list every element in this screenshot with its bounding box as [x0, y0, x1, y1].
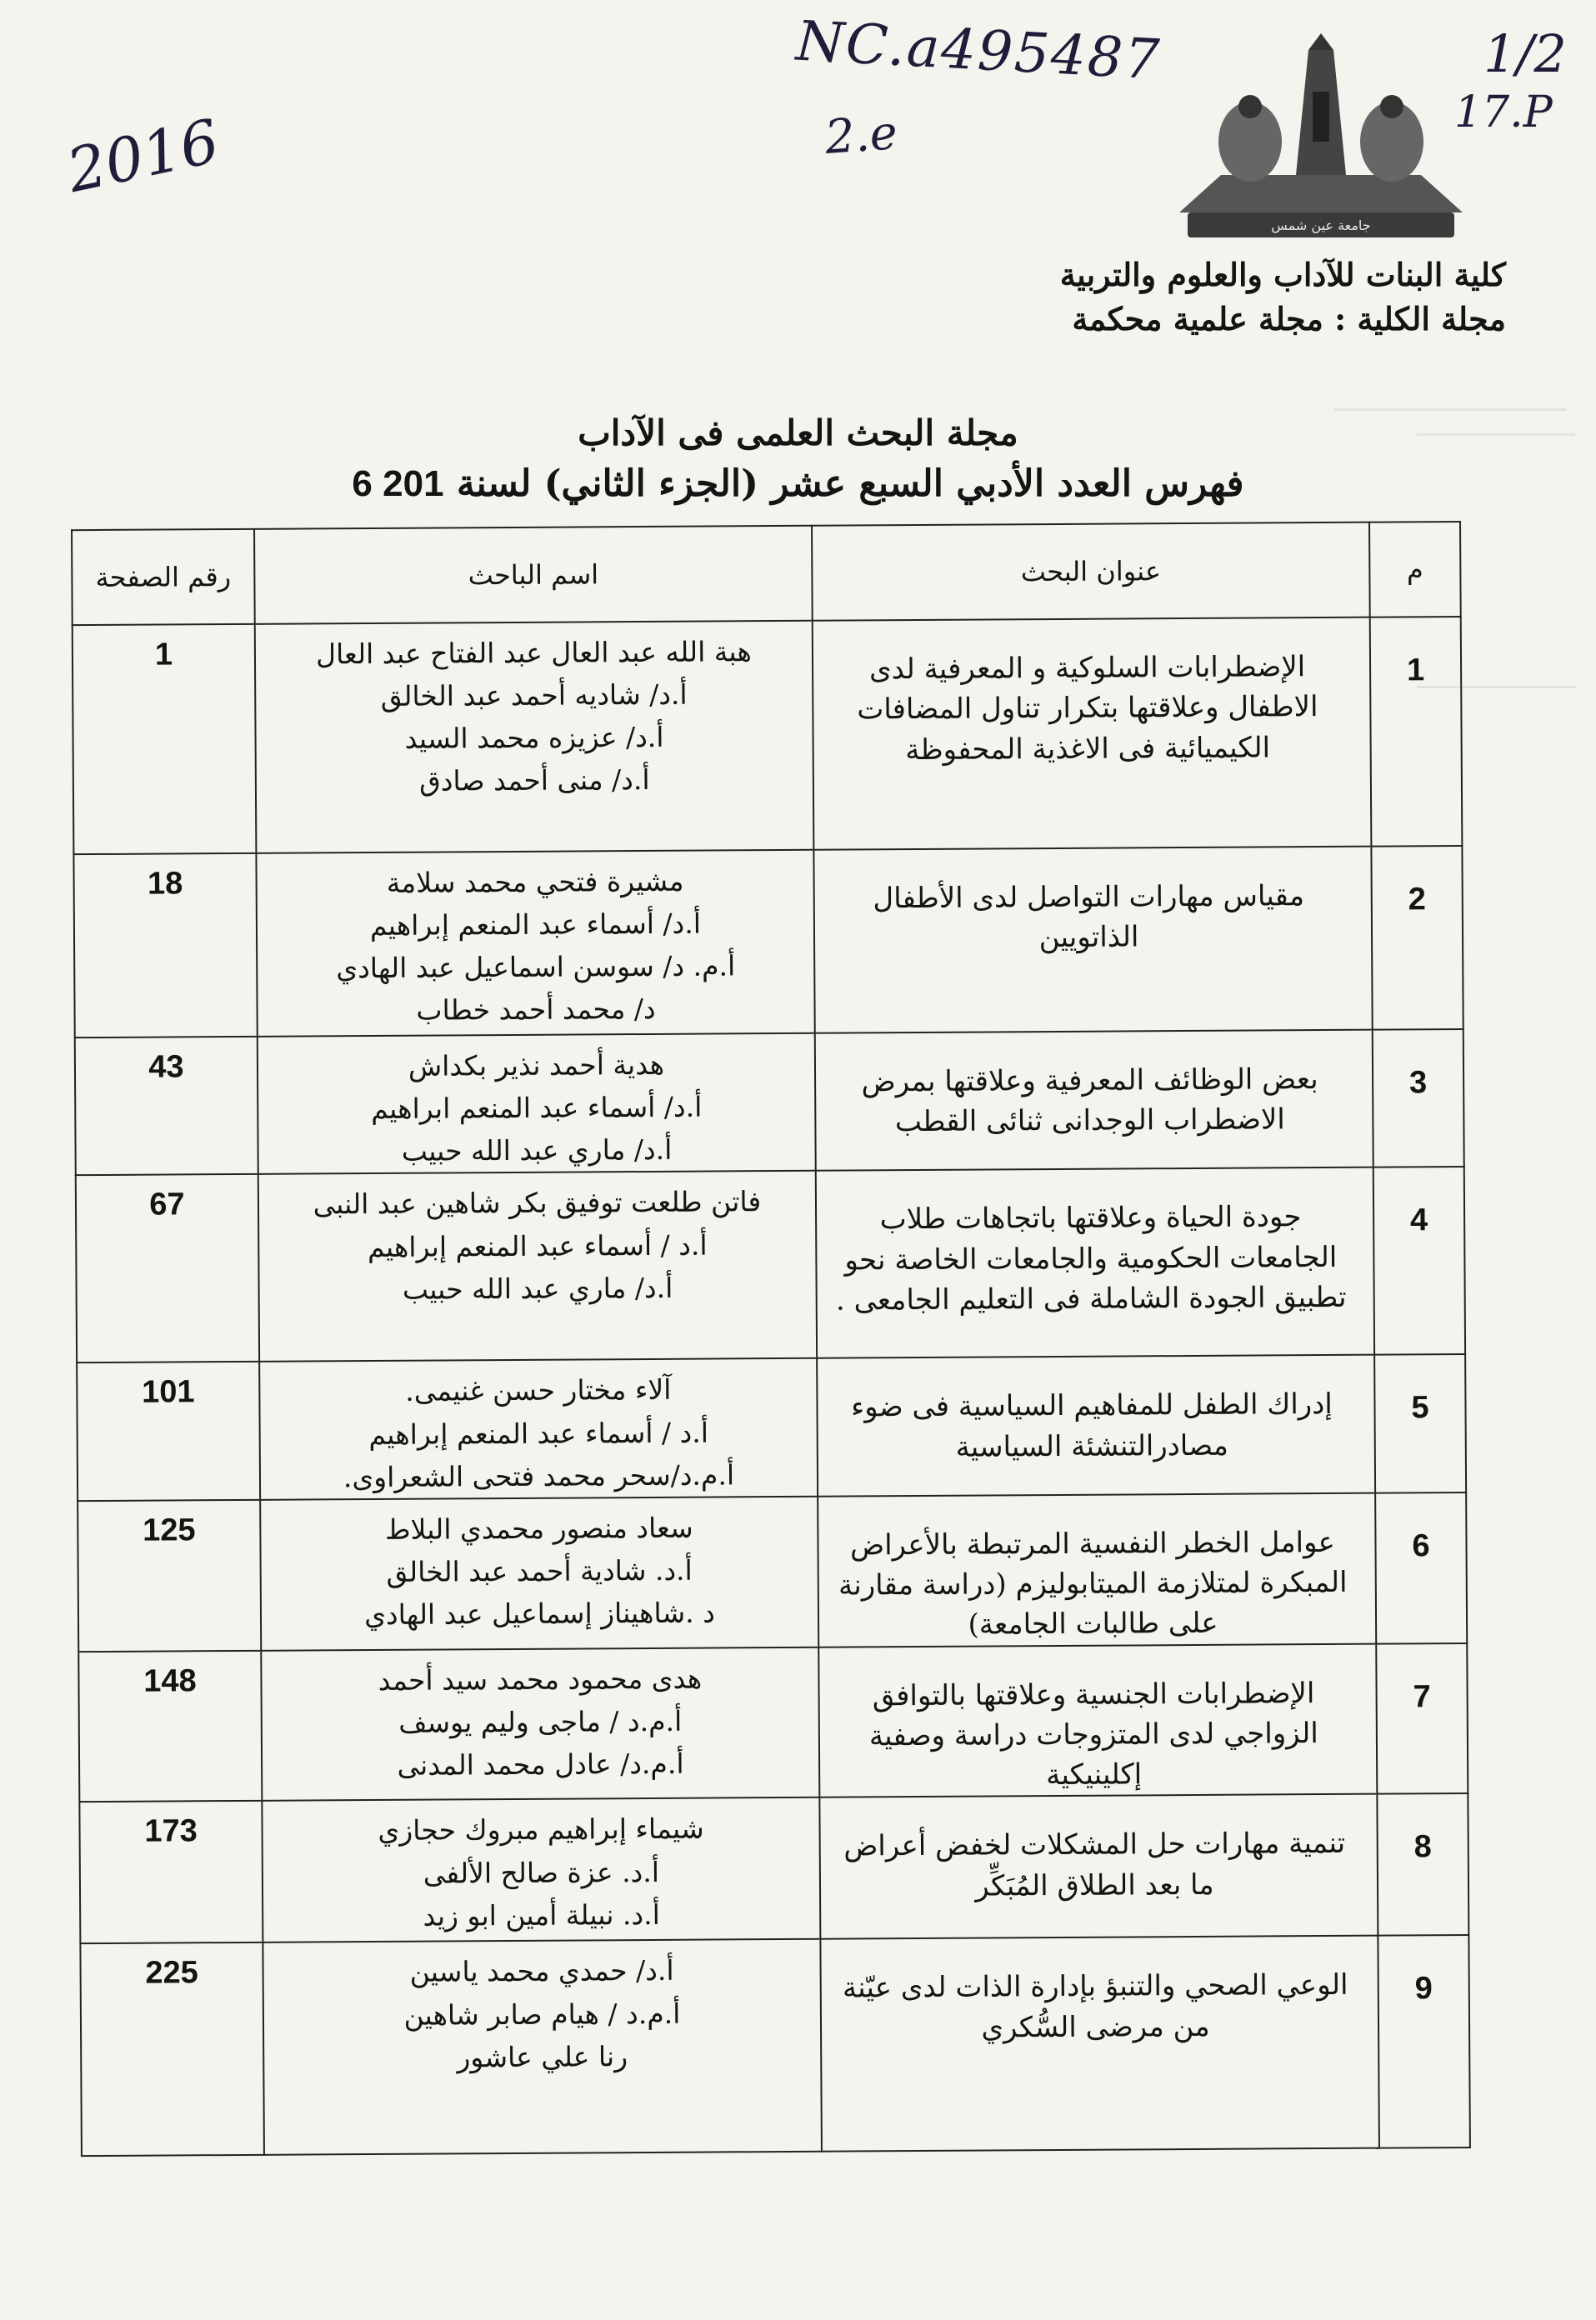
- researcher-names: [261, 1647, 819, 1801]
- researcher-name: أ.د/ ماري عبد الله حبيب: [402, 1271, 673, 1306]
- researcher-name: أ.م.د/سحر محمد فتحى الشعراوى.: [343, 1458, 735, 1493]
- researcher-name: أ.د/ ماري عبد الله حبيب: [401, 1133, 673, 1168]
- researcher-name: هبة الله عبد العال عبد الفتاح عبد العال: [315, 635, 752, 671]
- researcher-name: أ.م.د / ماجى وليم يوسف: [398, 1704, 683, 1739]
- researcher-name: أ.د / أسماء عبد المنعم إبراهيم: [367, 1228, 708, 1263]
- researcher-names: [263, 1939, 822, 2155]
- page-number: 148: [78, 1650, 262, 1802]
- researcher-name: آلاء مختار حسن غنيمى.: [405, 1373, 672, 1408]
- research-title: بعض الوظائف المعرفية وعلاقتها بمرض الاضطراب الوجدانى ثنائى القطب: [815, 1030, 1373, 1172]
- handwritten-page-mark-secondary: 17.P: [1454, 88, 1553, 138]
- header-researcher-name: اسم الباحث: [254, 526, 813, 624]
- journal-title: مجلة البحث العلمى فى الآداب: [578, 412, 1018, 453]
- researcher-name: أ.د/ أسماء عبد المنعم إبراهيم: [369, 907, 702, 942]
- researcher-names: [258, 1033, 816, 1175]
- college-header: [1060, 252, 1506, 341]
- researcher-name: سعاد منصور محمدي البلاط: [384, 1511, 693, 1546]
- college-name: كلية البنات للآداب والعلوم والتربية: [1059, 256, 1506, 293]
- researcher-name: أ.م.د/ عادل محمد المدنى: [397, 1747, 684, 1782]
- research-title: عوامل الخطر النفسية المرتبطة بالأعراض المبكرة لمتلازمة الميتابوليزم (دراسة مقارنة على طالبات الجامعة): [818, 1492, 1376, 1647]
- researcher-name: هدى محمود محمد سيد أحمد: [378, 1662, 703, 1697]
- research-title: تنمية مهارات حل المشكلات لخفض أعراض ما بعد الطلاق المُبَكِّر: [819, 1794, 1378, 1939]
- research-title: الإضطرابات السلوكية و المعرفية لدى الاطفال وعلاقتها بتكرار تناول المضافات الكيميائية فى الاغذية المحفوظة: [813, 618, 1372, 850]
- researcher-name: أ.م. د/ سوسن اسماعيل عبد الهادي: [336, 949, 736, 985]
- row-number: 8: [1377, 1793, 1468, 1936]
- researcher-names: [258, 1171, 817, 1362]
- researcher-names: [262, 1798, 820, 1942]
- researcher-name: د .شاهيناز إسماعيل عبد الهادي: [364, 1596, 715, 1632]
- table-header-row: [72, 522, 1461, 625]
- page-number: 125: [78, 1500, 261, 1652]
- researcher-name: د/ محمد أحمد خطاب: [416, 992, 656, 1028]
- researcher-name: هدية أحمد نذير بكداش: [408, 1048, 665, 1082]
- page-number: 1: [73, 624, 257, 854]
- table-row: [76, 1167, 1465, 1362]
- handwritten-catalog-number: NC.a495487: [794, 8, 1163, 92]
- researcher-name: أ.د/ أسماء عبد المنعم ابراهيم: [371, 1090, 703, 1126]
- table-row: [77, 1354, 1466, 1501]
- row-number: 5: [1374, 1354, 1466, 1492]
- research-title: جودة الحياة وعلاقتها باتجاهات طلاب الجامعات الحكومية والجامعات الخاصة نحو تطبيق الجودة الشاملة فى التعليم الجامعى .: [816, 1168, 1374, 1358]
- university-logo: [1171, 33, 1471, 246]
- researcher-name: مشيرة فتحي محمد سلامة: [386, 864, 684, 899]
- research-title: إدراك الطفل للمفاهيم السياسية فى ضوء مصادرالتنشئة السياسية: [817, 1355, 1375, 1497]
- header-number: م: [1369, 522, 1461, 618]
- researcher-name: أ.د/ حمدي محمد ياسين: [409, 1954, 674, 1989]
- row-number: 7: [1376, 1643, 1468, 1794]
- handwritten-code: 2.e: [823, 106, 899, 165]
- handwritten-year: 2016: [61, 105, 225, 207]
- table-row: [75, 1029, 1464, 1176]
- row-number: 4: [1373, 1167, 1465, 1355]
- research-title: الإضطرابات الجنسية وعلاقتها بالتوافق الزواجي لدى المتزوجات دراسة وصفية إكلينيكية: [818, 1643, 1377, 1798]
- researcher-name: فاتن طلعت توفيق بكر شاهين عبد النبى: [313, 1185, 762, 1221]
- table-row: [78, 1643, 1468, 1802]
- table-row: [78, 1492, 1467, 1652]
- researcher-name: أ.د. نبيلة أمين ابو زيد: [423, 1898, 660, 1932]
- bleed-through-lines: [1333, 358, 1567, 411]
- row-number: 9: [1378, 1935, 1470, 2148]
- page-number: 173: [79, 1801, 263, 1943]
- table-row: [73, 846, 1463, 1038]
- research-title: مقياس مهارات التواصل لدى الأطفال الذاتويين: [813, 847, 1372, 1033]
- researcher-names: [260, 1497, 818, 1651]
- header-research-title: عنوان البحث: [812, 522, 1370, 621]
- page-number: 18: [73, 853, 257, 1038]
- page-number: 101: [77, 1362, 260, 1501]
- researcher-name: رنا علي عاشور: [457, 2039, 628, 2074]
- issue-title-text: فهرس العدد الأدبي السبع عشر (الجزء الثاني) لسنة: [456, 462, 1244, 505]
- table-row: [73, 617, 1463, 854]
- researcher-name: أ.د. عزة صالح الألفى: [423, 1855, 660, 1890]
- page-number: 43: [75, 1037, 258, 1176]
- researcher-name: أ.د / أسماء عبد المنعم إبراهيم: [368, 1416, 709, 1451]
- researcher-name: شيماء إبراهيم مبروك حجازي: [378, 1812, 704, 1848]
- page-number: 67: [76, 1174, 259, 1362]
- row-number: 1: [1370, 617, 1463, 847]
- researcher-name: أ.م.د / هيام صابر شاهين: [403, 1997, 681, 2032]
- researcher-name: أ.د/ شاديه أحمد عبد الخالق: [380, 678, 688, 713]
- researcher-names: [259, 1358, 818, 1500]
- researcher-name: أ.د/ منى أحمد صادق: [419, 763, 650, 798]
- research-title: الوعي الصحي والتنبؤ بإدارة الذات لدى عيّنة من مرضى السُّكري: [820, 1936, 1379, 2152]
- header-page-number: رقم الصفحة: [72, 529, 255, 625]
- row-number: 3: [1373, 1029, 1464, 1168]
- table-row: [80, 1935, 1470, 2156]
- table-row: [79, 1793, 1468, 1943]
- researcher-names: [255, 621, 814, 853]
- page-number: 225: [80, 1942, 264, 2156]
- journal-description: مجلة الكلية : مجلة علمية محكمة: [1072, 300, 1506, 338]
- index-table: [71, 521, 1471, 2158]
- researcher-name: أ.د/ عزيزه محمد السيد: [404, 721, 664, 756]
- row-number: 6: [1375, 1492, 1467, 1643]
- researcher-names: [256, 850, 814, 1037]
- handwritten-page-mark: 1/2: [1483, 23, 1567, 84]
- logo-caption: جامعة عين شمس: [1271, 218, 1371, 233]
- row-number: 2: [1371, 846, 1463, 1030]
- issue-year: 201 6: [352, 463, 444, 504]
- researcher-name: أ.د. شادية أحمد عبد الخالق: [386, 1553, 693, 1588]
- issue-title: [0, 462, 1596, 505]
